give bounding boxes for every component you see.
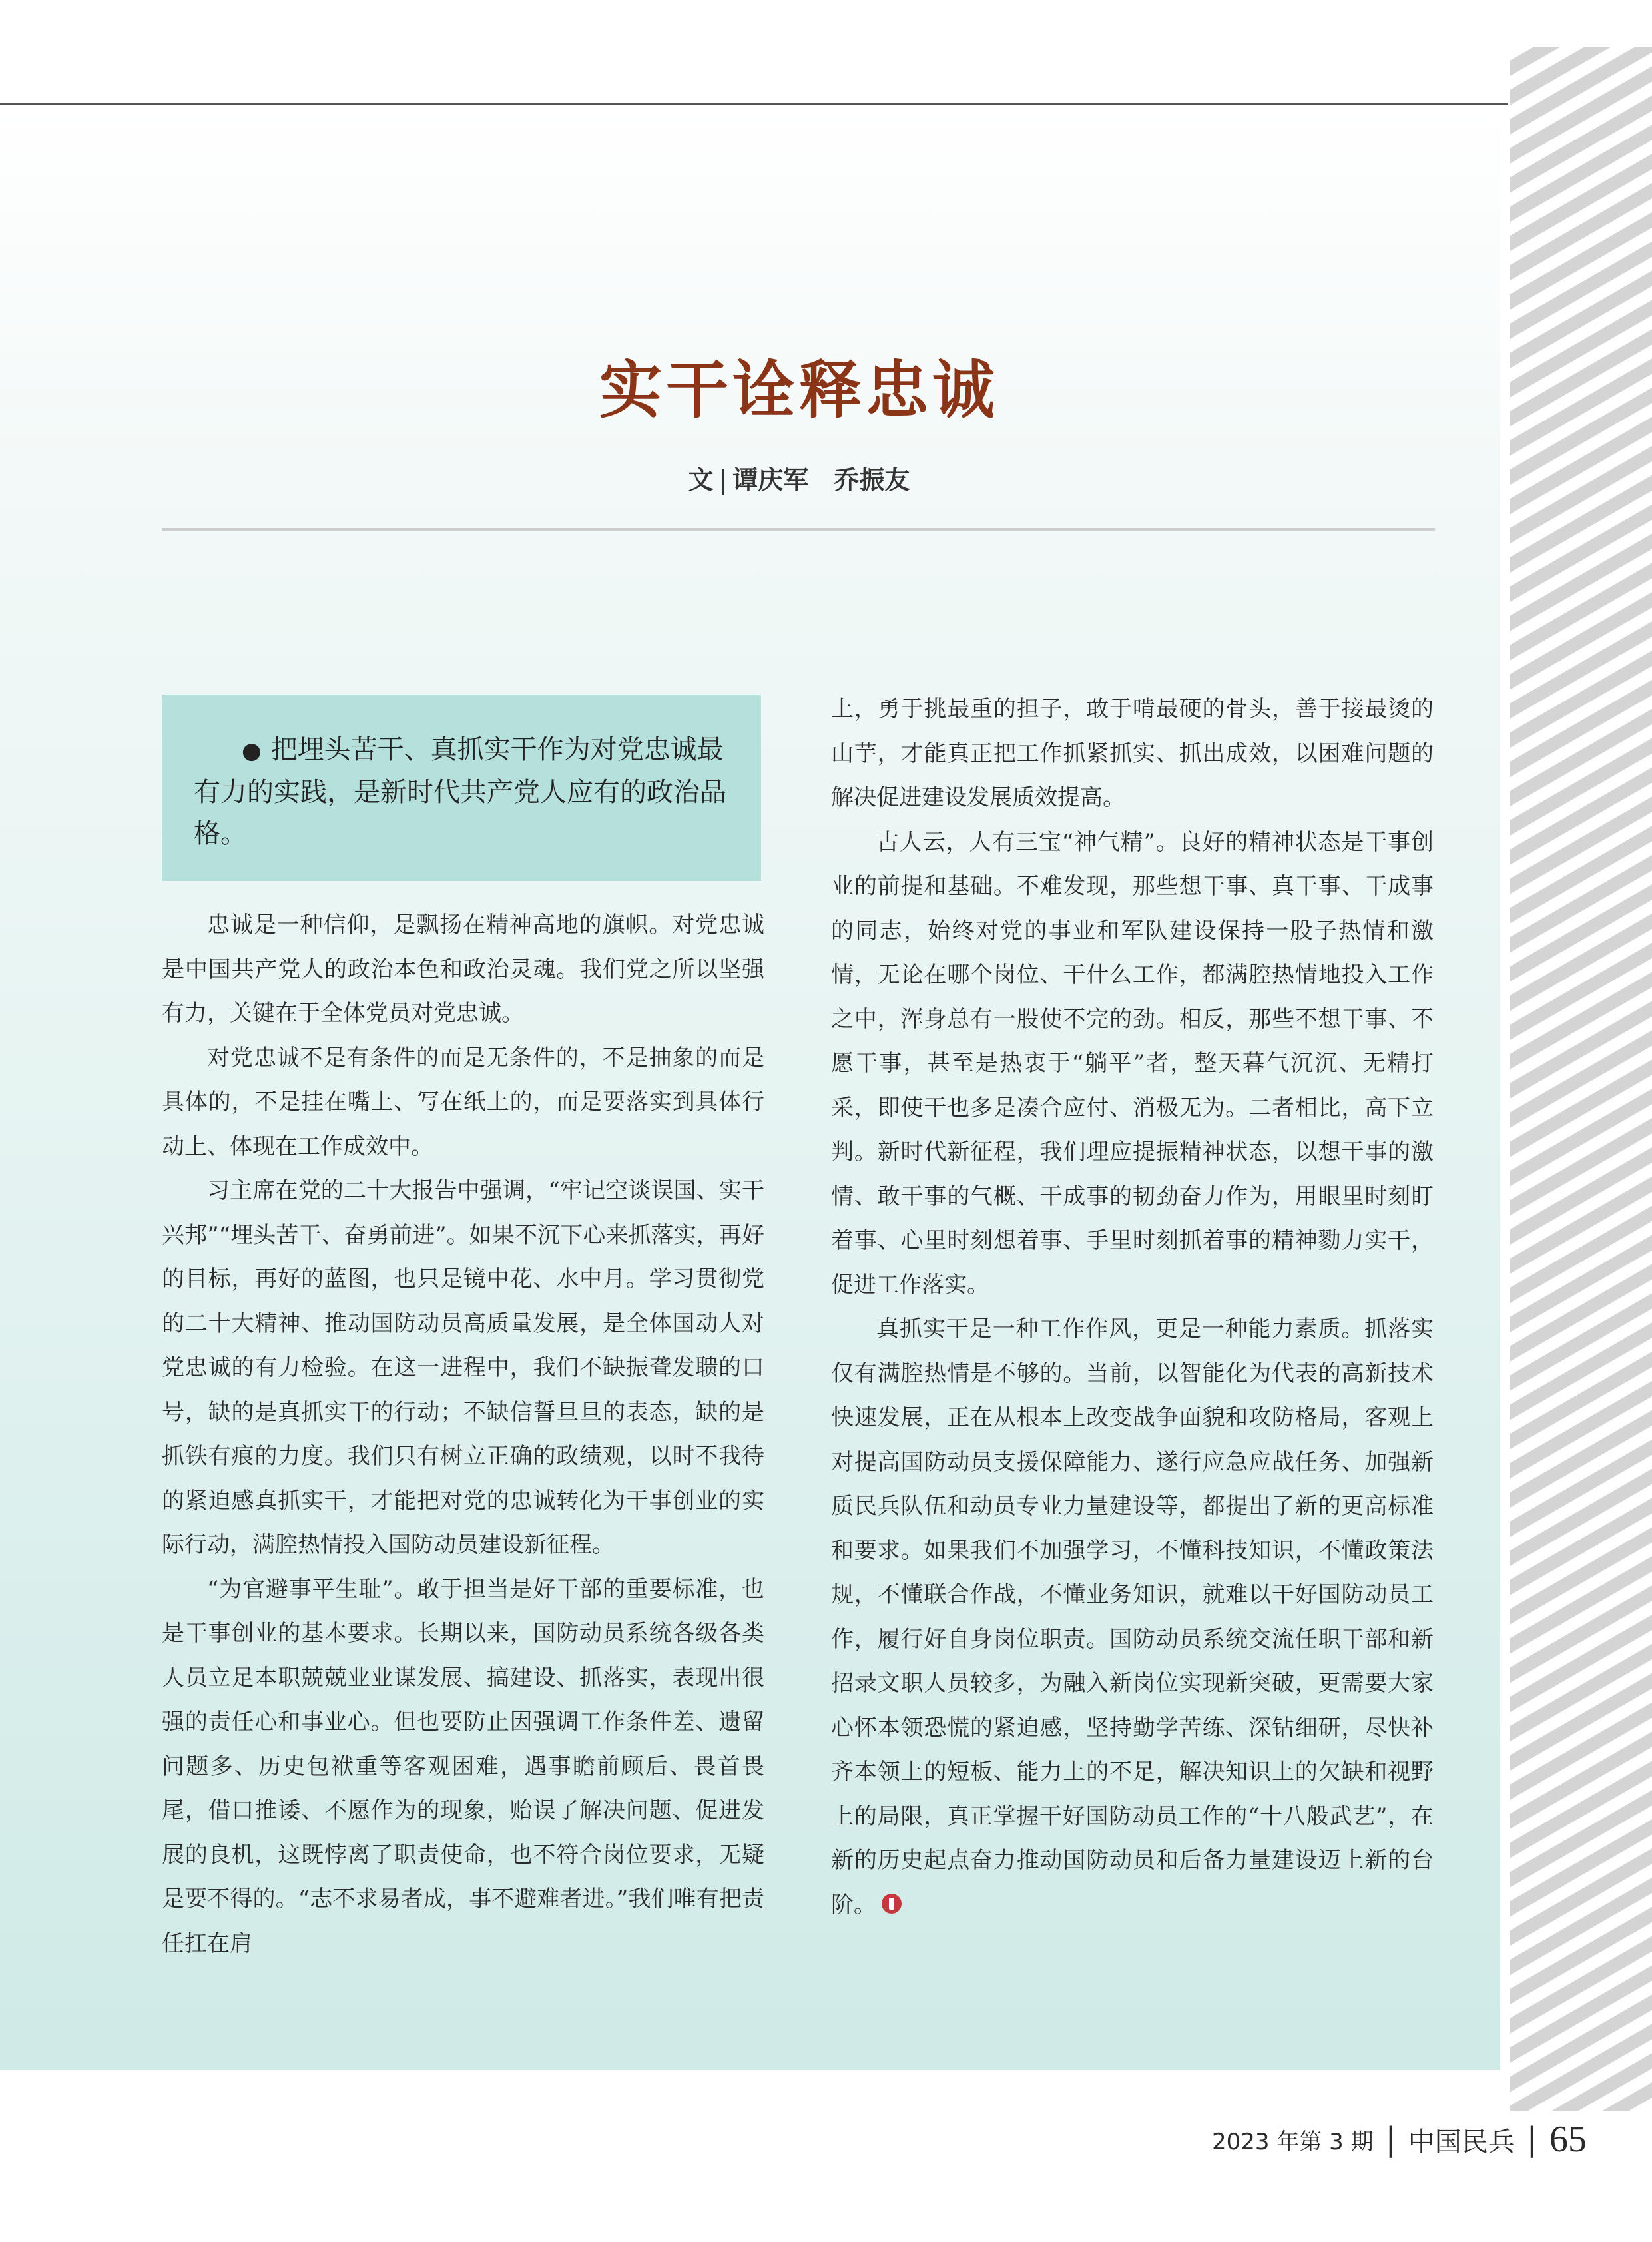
- page-footer: [1212, 2116, 1587, 2163]
- issue-label: 2023 年第 3 期: [1212, 2128, 1374, 2155]
- bullet-icon: ●: [242, 738, 262, 764]
- pull-quote: [162, 695, 761, 881]
- header-rule: [0, 103, 1508, 105]
- paragraph-continued: 上，勇于挑最重的担子，敢于啃最硬的骨头，善于接最烫的山芋，才能真正把工作抓紧抓实、抓出成效，以困难问题的解决促进建设发展质效提高。: [831, 696, 1434, 811]
- pull-quote-text: 把埋头苦干、真抓实干作为对党忠诚最有力的实践，是新时代共产党人应有的政治品格。: [194, 734, 726, 849]
- body-column-right: [831, 687, 1434, 1927]
- paragraph-text: 真抓实干是一种工作作风，更是一种能力素质。抓落实仅有满腔热情是不够的。当前，以智能化为代表的高新技术快速发展，正在从根本上改变战争面貌和攻防格局，客观上对提高国防动员支援保障能力、遂行应急应战任务、加强新质民兵队伍和动员专业力量建设等，都提出了新的更高标准和要求。如果我们不加强学习，不懂科技知识，不懂政策法规，不懂联合作战，不懂业务知识，就难以干好国防动员工作，履行好自身岗位职责。国防动员系统交流任职干部和新招录文职人员较多，为融入新岗位实现新突破，更需要大家心怀本领恐慌的紧迫感，坚持勤学苦练、深钻细研，尽快补齐本领上的短板、能力上的不足，解决知识上的欠缺和视野上的局限，真正掌握干好国防动员工作的“十八般武艺”，在新的历史起点奋力推动国防动员和后备力量建设迈上新的台阶。: [831, 1316, 1434, 1918]
- magazine-name: 中国民兵: [1408, 2126, 1515, 2157]
- byline-divider: |: [718, 465, 728, 495]
- paragraph: 习主席在党的二十大报告中强调，“牢记空谈误国、实干兴邦”“埋头苦干、奋勇前进”。如果不沉下心来抓落实，再好的目标，再好的蓝图，也只是镜中花、水中月。学习贯彻党的二十大精神、推动国防动员高质量发展，是全体国动人对党忠诚的有力检验。在这一进程中，我们不缺振聋发聩的口号，缺的是真抓实干的行动；不缺信誓旦旦的表态，缺的是抓铁有痕的力度。我们只有树立正确的政绩观，以时不我待的紧迫感真抓实干，才能把对党的忠诚转化为干事创业的实际行动，满腔热情投入国防动员建设新征程。: [162, 1177, 764, 1558]
- title-divider: [162, 528, 1435, 531]
- footer-divider: |: [1385, 2121, 1396, 2158]
- paragraph: 对党忠诚不是有条件的而是无条件的，不是抽象的而是具体的，不是挂在嘴上、写在纸上的，而是要落实到具体行动上、体现在工作成效中。: [162, 1044, 764, 1160]
- paragraph-final: [831, 1307, 1434, 1927]
- paragraph: 古人云，人有三宝“神气精”。良好的精神状态是干事创业的前提和基础。不难发现，那些想干事、真干事、干成事的同志，始终对党的事业和军队建设保持一股子热情和激情，无论在哪个岗位、干什么工作，都满腔热情地投入工作之中，浑身总有一股使不完的劲。相反，那些不想干事、不愿干事，甚至是热衷于“躺平”者，整天暮气沉沉、无精打采，即使干也多是凑合应付、消极无为。二者相比，高下立判。新时代新征程，我们理应提振精神状态，以想干事的激情、敢干事的气概、干成事的韧劲奋力作为，用眼里时刻盯着事、心里时刻想着事、手里时刻抓着事的精神勠力实干，促进工作落实。: [831, 828, 1434, 1298]
- page-number: 65: [1549, 2119, 1587, 2160]
- body-column-left: [162, 903, 764, 1966]
- byline-authors: 谭庆军 乔振友: [732, 465, 910, 495]
- paragraph: “为官避事平生耻”。敢于担当是好干部的重要标准，也是干事创业的基本要求。长期以来，国防动员系统各级各类人员立足本职兢兢业业谋发展、搞建设、抓落实，表现出很强的责任心和事业心。但也要防止因强调工作条件差、遗留问题多、历史包袱重等客观困难，遇事瞻前顾后、畏首畏尾，借口推诿、不愿作为的现象，贻误了解决问题、促进发展的良机，这既悖离了职责使命，也不符合岗位要求，无疑是要不得的。“志不求易者成，事不避难者进。”我们唯有把责任扛在肩: [162, 1575, 764, 1957]
- end-mark-icon: [882, 1894, 902, 1914]
- footer-divider: |: [1526, 2121, 1537, 2158]
- byline: [0, 459, 1598, 496]
- byline-label: 文: [688, 465, 714, 495]
- article-title: 实干诠释忠诚: [599, 354, 999, 427]
- paragraph: 忠诚是一种信仰，是飘扬在精神高地的旗帜。对党忠诚是中国共产党人的政治本色和政治灵魂。我们党之所以坚强有力，关键在于全体党员对党忠诚。: [162, 912, 764, 1027]
